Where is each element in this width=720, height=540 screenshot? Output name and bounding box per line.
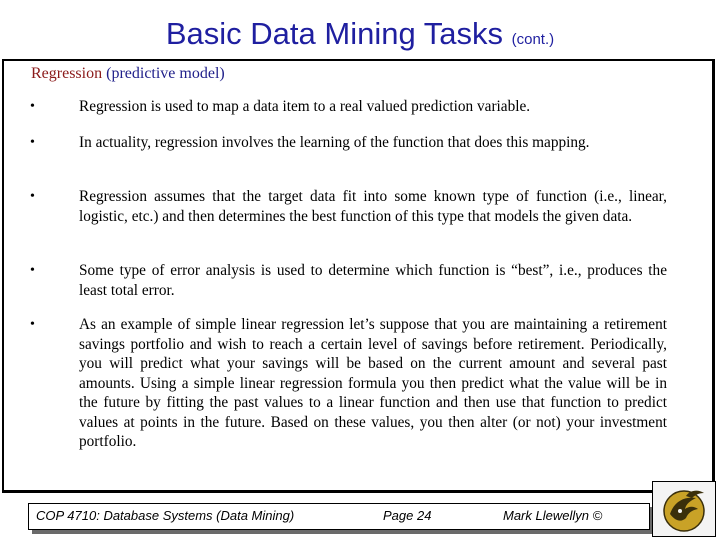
subheading-qualifier: (predictive model) [102, 65, 225, 82]
slide-title-main: Basic Data Mining Tasks [165, 16, 503, 51]
bullet-marker: • [30, 135, 35, 150]
pegasus-logo-icon [652, 481, 716, 537]
section-subheading [31, 64, 225, 84]
bullet-text: Regression is used to map a data item to a real valued prediction variable. [79, 98, 531, 115]
bullet-marker: • [30, 317, 35, 332]
subheading-keyword: Regression [31, 65, 103, 82]
footer-divider [2, 490, 715, 493]
slide-title [0, 14, 720, 60]
bullet-text: In actuality, regression involves the learning of the function that does this mapping. [79, 134, 590, 151]
footer-page-number: Page 24 [383, 508, 432, 523]
footer-course: COP 4710: Database Systems (Data Mining) [36, 508, 295, 523]
slide-title-suffix: (cont.) [511, 31, 555, 48]
bullet-text: As an example of simple linear regression let’s suppose that you are maintaining a retirement savings portfolio and wish to reach a certain level of savings before retirement. Periodically, you will predict what your savings will be based on the current amount and several past amounts. Using a simple linear regression formula you then predict what the value will be in the future by fitting the past values to a linear function and then use that function to predict values at points in the future. Based on these values, you then alter (or not) your investment portfolio. [79, 316, 667, 450]
bullet-marker: • [30, 263, 35, 278]
bullet-text: Regression assumes that the target data fit into some known type of function (i.e., linear, logistic, etc.) and then determines the best function of this type that models the given data. [79, 188, 667, 225]
footer-author: Mark Llewellyn © [503, 508, 603, 523]
bullet-text: Some type of error analysis is used to determine which function is “best”, i.e., produces the least total error. [79, 262, 667, 299]
bullet-marker: • [30, 99, 35, 114]
bullet-marker: • [30, 189, 35, 204]
pegasus-logo-graphic [656, 484, 712, 534]
